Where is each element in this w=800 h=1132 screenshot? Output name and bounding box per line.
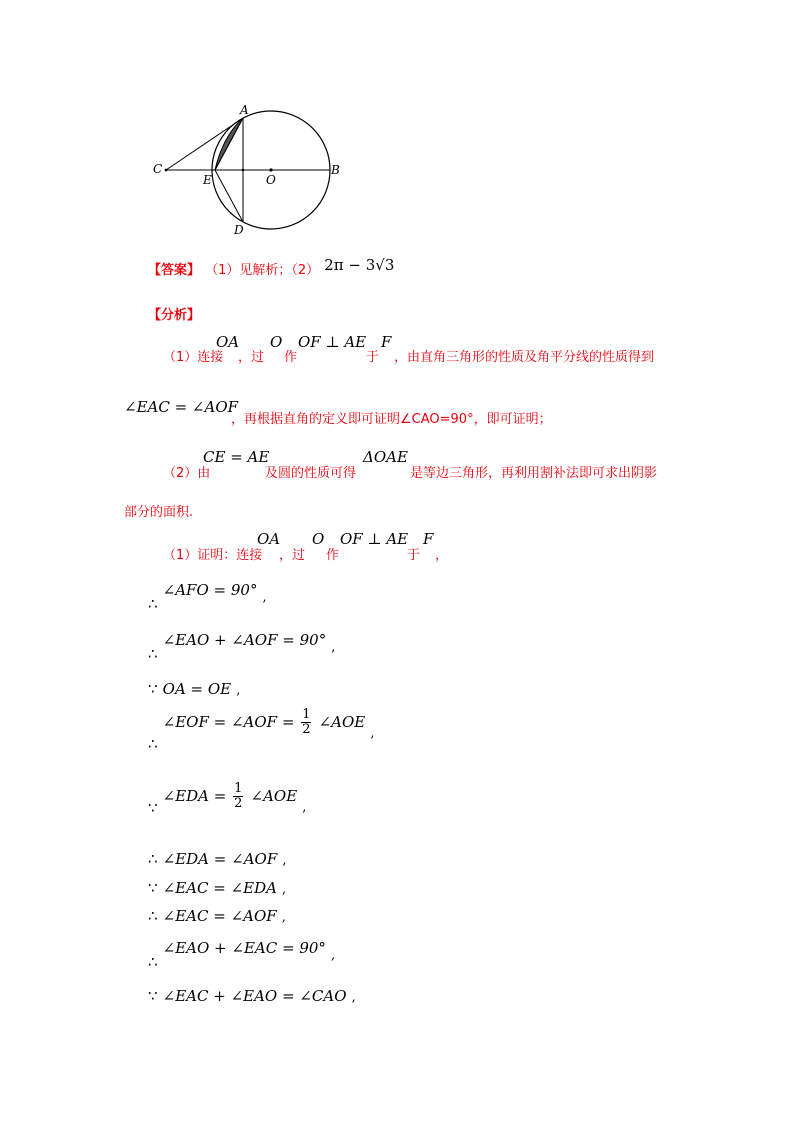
therefore-symbol: ∴ [148, 850, 158, 868]
proof-step [148, 580, 267, 613]
point-foot [242, 169, 245, 172]
fraction-denominator: 2 [302, 722, 311, 737]
analysis-p1-zuo: 作 [284, 350, 298, 365]
proof-intro-o: O [312, 530, 325, 548]
label-o: O [266, 173, 276, 187]
therefore-symbol: ∴ [148, 907, 158, 925]
step-expr: ∠EAO + ∠AOF = 90° [162, 631, 327, 649]
line-ea [215, 118, 243, 170]
analysis-p1-f: F [381, 333, 392, 351]
point-c [165, 169, 168, 172]
analysis-p2-eq: CE = AE [203, 448, 270, 466]
label-c: C [153, 162, 163, 176]
step-end: , [351, 990, 356, 1005]
answer-line [148, 256, 395, 278]
geometry-figure [140, 100, 360, 240]
proof-step [148, 906, 286, 925]
therefore-symbol: ∴ [148, 953, 158, 971]
step-end: , [262, 590, 267, 605]
label-b: B [331, 163, 340, 177]
proof-step [148, 781, 307, 817]
step-end: , [236, 683, 241, 698]
step-expr-a: ∠EOF = ∠AOF = [162, 713, 300, 731]
because-symbol: ∵ [148, 879, 158, 897]
proof-intro-guo: ，过 [279, 548, 306, 563]
analysis-tag: 【分析】 [148, 308, 201, 323]
step-expr: ∠EAC = ∠EDA [162, 879, 277, 897]
therefore-symbol: ∴ [148, 735, 158, 753]
line-ca [166, 118, 243, 170]
analysis-p1-guo: ，过 [238, 350, 265, 365]
because-symbol: ∵ [148, 680, 158, 698]
label-d: D [234, 223, 244, 237]
because-symbol: ∵ [148, 987, 158, 1005]
proof-step [148, 679, 240, 698]
analysis-p2-rest: 是等边三角形，再利用割补法即可求出阴影 [410, 466, 658, 481]
answer-value: 2π − 3√3 [324, 256, 395, 274]
fraction-numerator: 1 [234, 781, 243, 796]
point-o [269, 168, 272, 171]
analysis-p2-mid: 及圆的性质可得 [265, 466, 357, 481]
analysis-p2-lead: （2）由 [163, 466, 211, 481]
step-end: , [282, 882, 287, 897]
step-expr: OA = OE [162, 680, 232, 698]
proof-intro-end: ， [435, 548, 449, 563]
analysis-p1-perp: OF ⊥ AE [298, 333, 367, 351]
answer-tag: 【答案】 [148, 263, 201, 278]
proof-step [148, 878, 286, 897]
analysis-p2-rest2: 部分的面积. [124, 505, 194, 520]
analysis-p1-o: O [270, 333, 283, 351]
step-end: , [370, 726, 375, 741]
analysis-p2-tri: ΔOAE [363, 448, 408, 466]
step-end: , [282, 853, 287, 868]
step-expr-a: ∠EDA = [162, 787, 232, 805]
step-end: , [331, 948, 336, 963]
step-expr: ∠AFO = 90° [162, 581, 258, 599]
step-expr-b: ∠AOE [250, 787, 298, 805]
proof-intro-perp: OF ⊥ AE [340, 530, 409, 548]
answer-part1: （1）见解析；（2） [205, 263, 320, 278]
proof-intro-oa: OA [257, 530, 281, 548]
analysis-p1b-rest: ，再根据直角的定义即可证明∠CAO=90°，即可证明； [231, 412, 552, 427]
step-expr: ∠EAC + ∠EAO = ∠CAO [162, 987, 347, 1005]
fraction-denominator: 2 [234, 796, 243, 811]
proof-intro-f: F [423, 530, 434, 548]
therefore-symbol: ∴ [148, 645, 158, 663]
analysis-p1-rest: ，由直角三角形的性质及角平分线的性质得到 [394, 350, 655, 365]
analysis-p1-lead: （1）连接 [163, 350, 224, 365]
step-expr: ∠EDA = ∠AOF [162, 850, 278, 868]
fraction-numerator: 1 [302, 707, 311, 722]
proof-intro-yu: 于 [407, 548, 421, 563]
proof-step [148, 849, 286, 868]
step-end: , [331, 640, 336, 655]
therefore-symbol: ∴ [148, 595, 158, 613]
proof-intro-lead: （1）证明：连接 [163, 548, 263, 563]
label-a: A [240, 103, 249, 117]
because-symbol: ∵ [148, 799, 158, 817]
analysis-p1b-eq: ∠EAC = ∠AOF [124, 398, 239, 416]
step-end: , [281, 910, 286, 925]
step-expr: ∠EAO + ∠EAC = 90° [162, 939, 326, 957]
proof-step [148, 707, 375, 753]
step-expr: ∠EAC = ∠AOF [162, 907, 277, 925]
fraction-half [233, 782, 243, 811]
proof-step [148, 938, 336, 971]
line-ed [215, 170, 243, 222]
proof-intro-zuo: 作 [326, 548, 340, 563]
proof-step [148, 986, 356, 1005]
step-expr-b: ∠AOE [318, 713, 366, 731]
label-e: E [203, 173, 212, 187]
fraction-half [301, 708, 311, 737]
proof-step [148, 630, 336, 663]
analysis-p1-oa: OA [216, 333, 240, 351]
step-end: , [302, 800, 307, 815]
analysis-p1-yu: 于 [366, 350, 380, 365]
